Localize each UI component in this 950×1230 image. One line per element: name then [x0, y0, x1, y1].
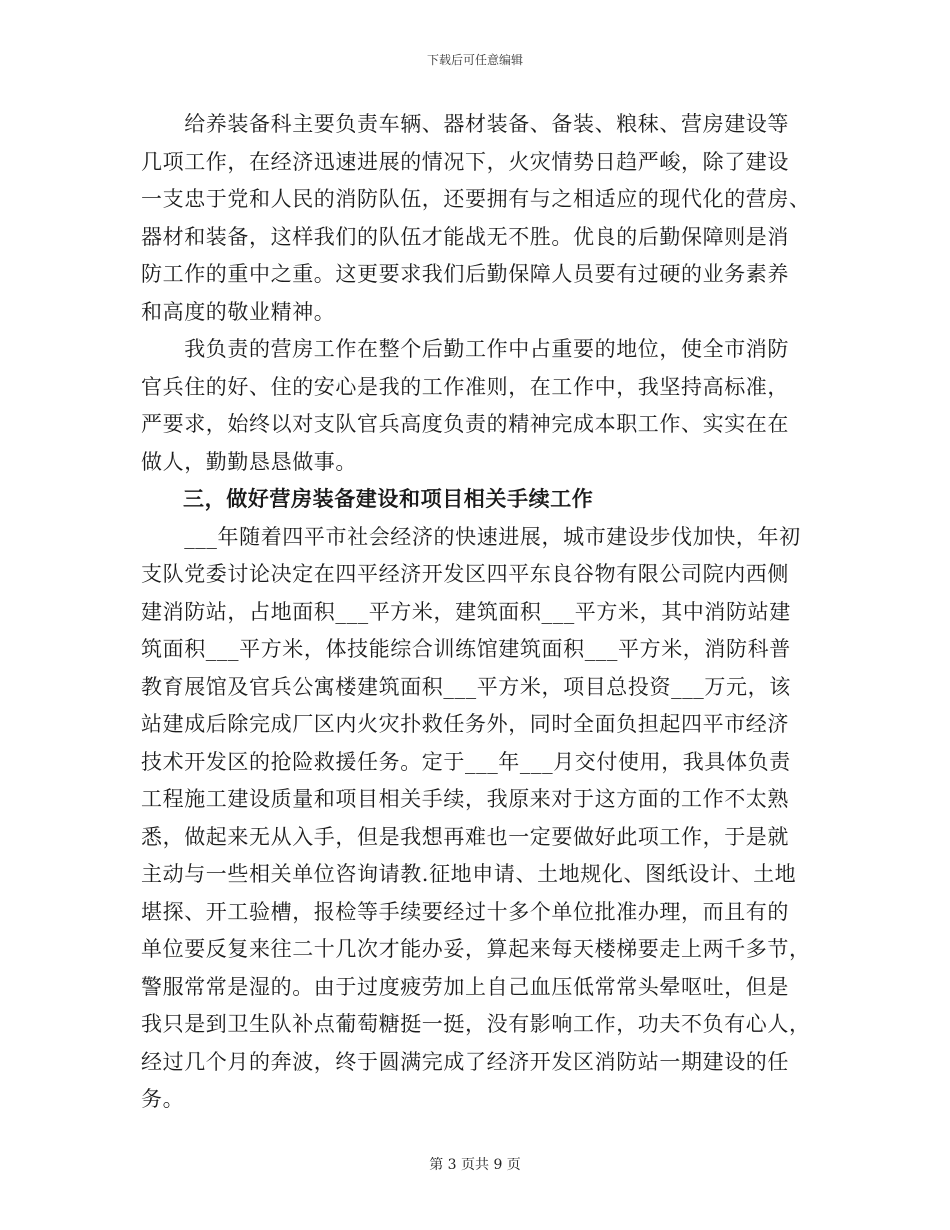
paragraph-barracks-duty	[141, 331, 811, 481]
text-line: 悉，做起来无从入手，但是我想再难也一定要做好此项工作，于是就	[141, 824, 789, 849]
text-line: 教育展馆及官兵公寓楼建筑面积___平方米，项目总投资___万元，该	[141, 674, 791, 699]
text-line: 经过几个月的奔波，终于圆满完成了经济开发区消防站一期建设的任	[141, 1049, 789, 1074]
text-line: 警服常常是湿的。由于过度疲劳加上自己血压低常常头晕呕吐，但是	[141, 974, 789, 999]
page-header: 下载后可任意编辑	[426, 53, 523, 67]
paragraph-logistics-intro	[141, 106, 811, 331]
text-line: 器材和装备，这样我们的队伍才能战无不胜。优良的后勤保障则是消	[141, 224, 789, 249]
text-line: ___年随着四平市社会经济的快速进展，城市建设步伐加快，年初	[141, 524, 801, 549]
text-line: 给养装备科主要负责车辆、器材装备、备装、粮秣、营房建设等	[141, 112, 789, 136]
text-line: 支队党委讨论决定在四平经济开发区四平东良谷物有限公司院内西侧	[141, 562, 789, 586]
text-line: 我只是到卫生队补点葡萄糖挺一挺，没有影响工作，功夫不负有心人，	[141, 1012, 811, 1036]
text-line: 工程施工建设质量和项目相关手续，我原来对于这方面的工作不太熟	[141, 787, 789, 811]
page-footer: 第 3 页共 9 页	[429, 1157, 521, 1173]
text-line: 官兵住的好、住的安心是我的工作准则，在工作中，我坚持高标准，	[141, 374, 789, 399]
text-line: 堪探、开工验槽，报检等手续要经过十多个单位批准办理，而且有的	[141, 899, 789, 924]
text-line: 做人，勤勤恳恳做事。	[141, 449, 357, 474]
text-line: 和高度的敬业精神。	[141, 299, 336, 324]
paragraph-fire-station-project	[141, 519, 811, 1119]
text-line: 单位要反复来往二十几次才能办妥，算起来每天楼梯要走上两千多节，	[141, 937, 811, 961]
text-line: 一支忠于党和人民的消防队伍，还要拥有与之相适应的现代化的营房、	[141, 187, 811, 211]
section-heading: 三，做好营房装备建设和项目相关手续工作	[183, 487, 594, 511]
text-line: 筑面积___平方米，体技能综合训练馆建筑面积___平方米，消防科普	[141, 637, 791, 661]
text-line: 技术开发区的抢险救援任务。定于___年___月交付使用，我具体负责	[141, 749, 791, 774]
text-line: 主动与一些相关单位咨询请教.征地申请、土地规化、图纸设计、土地	[141, 862, 797, 886]
text-line: 我负责的营房工作在整个后勤工作中占重要的地位，使全市消防	[141, 337, 789, 361]
text-line: 建消防站，占地面积___平方米，建筑面积___平方米，其中消防站建	[141, 599, 791, 624]
text-line: 防工作的重中之重。这更要求我们后勤保障人员要有过硬的业务素养	[141, 262, 789, 286]
text-line: 几项工作，在经济迅速进展的情况下，火灾情势日趋严峻，除了建设	[141, 149, 789, 174]
text-line: 站建成后除完成厂区内火灾扑救任务外，同时全面负担起四平市经济	[141, 712, 789, 736]
text-line: 务。	[141, 1087, 185, 1111]
text-line: 严要求，始终以对支队官兵高度负责的精神完成本职工作、实实在在	[141, 412, 789, 436]
document-body	[141, 106, 811, 1119]
